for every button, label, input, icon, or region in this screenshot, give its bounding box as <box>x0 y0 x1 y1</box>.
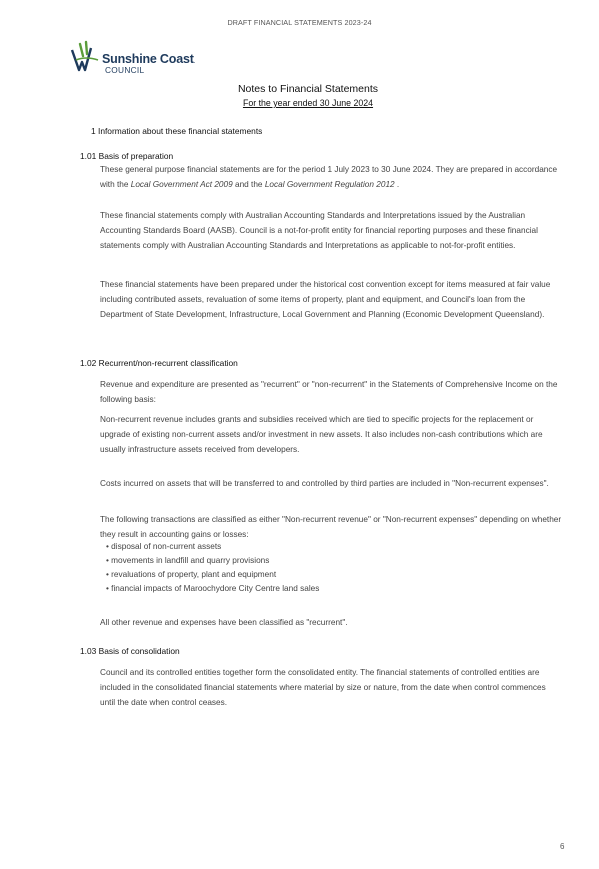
page-number: 6 <box>560 842 565 851</box>
paragraph: Non-recurrent revenue includes grants and subsidies received which are tied to specific projects for the replacement or upgrade of existing non-current assets and/or investment in new assets. It also includes non-cash contributions which are usually infrastructure assets received from developers. <box>100 415 543 455</box>
section-number: 1.03 <box>80 646 97 656</box>
list-item: • financial impacts of Maroochydore City Centre land sales <box>106 584 320 593</box>
paragraph: These general purpose financial statements are for the period 1 July 2023 to 30 June 2024. They are prepared in accordance with the Local Government Act 2009 and the Local Government Regulation 2012 . <box>100 165 558 190</box>
list-item: • revaluations of property, plant and equipment <box>106 570 277 579</box>
section-number: 1 <box>91 126 96 136</box>
section-number: 1.01 <box>80 151 97 161</box>
logo-name: Sunshine Coast. <box>102 52 196 66</box>
section-1-heading <box>91 126 262 136</box>
section-title: Basis of consolidation <box>98 646 180 656</box>
sunshine-coast-logo-icon <box>70 40 104 74</box>
section-number: 1.02 <box>80 358 97 368</box>
page-subtitle: For the year ended 30 June 2024 <box>242 98 374 108</box>
paragraph: Revenue and expenditure are presented as "recurrent" or "non-recurrent" in the Statements of Comprehensive Income on the following basis: <box>100 380 558 405</box>
paragraph: The following transactions are classified as either "Non-recurrent revenue" or "Non-recurrent expenses" depending on whether they result in accounting gains or losses: <box>100 515 562 540</box>
council-logo <box>70 40 210 76</box>
paragraph: Council and its controlled entities together form the consolidated entity. The financial statements of controlled entities are included in the consolidated financial statements where material by size or nature, from the date when control commences until the date when control ceases. <box>100 668 546 708</box>
section-title: Information about these financial statements <box>98 126 263 136</box>
paragraph: These financial statements have been prepared under the historical cost convention except for items measured at fair value including contributed assets, revaluation of some items of property, plant and equipment, and Council's loan from the Department of State Development, Infrastructure, Local Government and Planning (Economic Development Queensland). <box>100 280 551 320</box>
page-title: Notes to Financial Statements <box>237 83 379 95</box>
logo-subtitle: COUNCIL <box>105 65 145 75</box>
list-item: • movements in landfill and quarry provisions <box>106 556 270 565</box>
running-header: DRAFT FINANCIAL STATEMENTS 2023-24 <box>227 18 372 27</box>
paragraph: Costs incurred on assets that will be transferred to and controlled by third parties are included in "Non-recurrent expenses". <box>100 479 549 488</box>
section-title: Recurrent/non-recurrent classification <box>98 358 238 368</box>
paragraph: All other revenue and expenses have been classified as "recurrent". <box>100 618 348 627</box>
list-item: • disposal of non-current assets <box>106 542 222 551</box>
section-1-01-heading <box>80 151 173 161</box>
section-title: Basis of preparation <box>98 151 174 161</box>
section-1-03-heading <box>80 646 180 656</box>
paragraph: These financial statements comply with Australian Accounting Standards and Interpretations issued by the Australian Accounting Standards Board (AASB). Council is a not-for-profit entity for financial reporting purposes and these financial statements comply with Australian Accounting Standards and Interpretations as applicable to not-for-profit entities. <box>100 211 538 251</box>
section-1-02-heading <box>80 358 238 368</box>
